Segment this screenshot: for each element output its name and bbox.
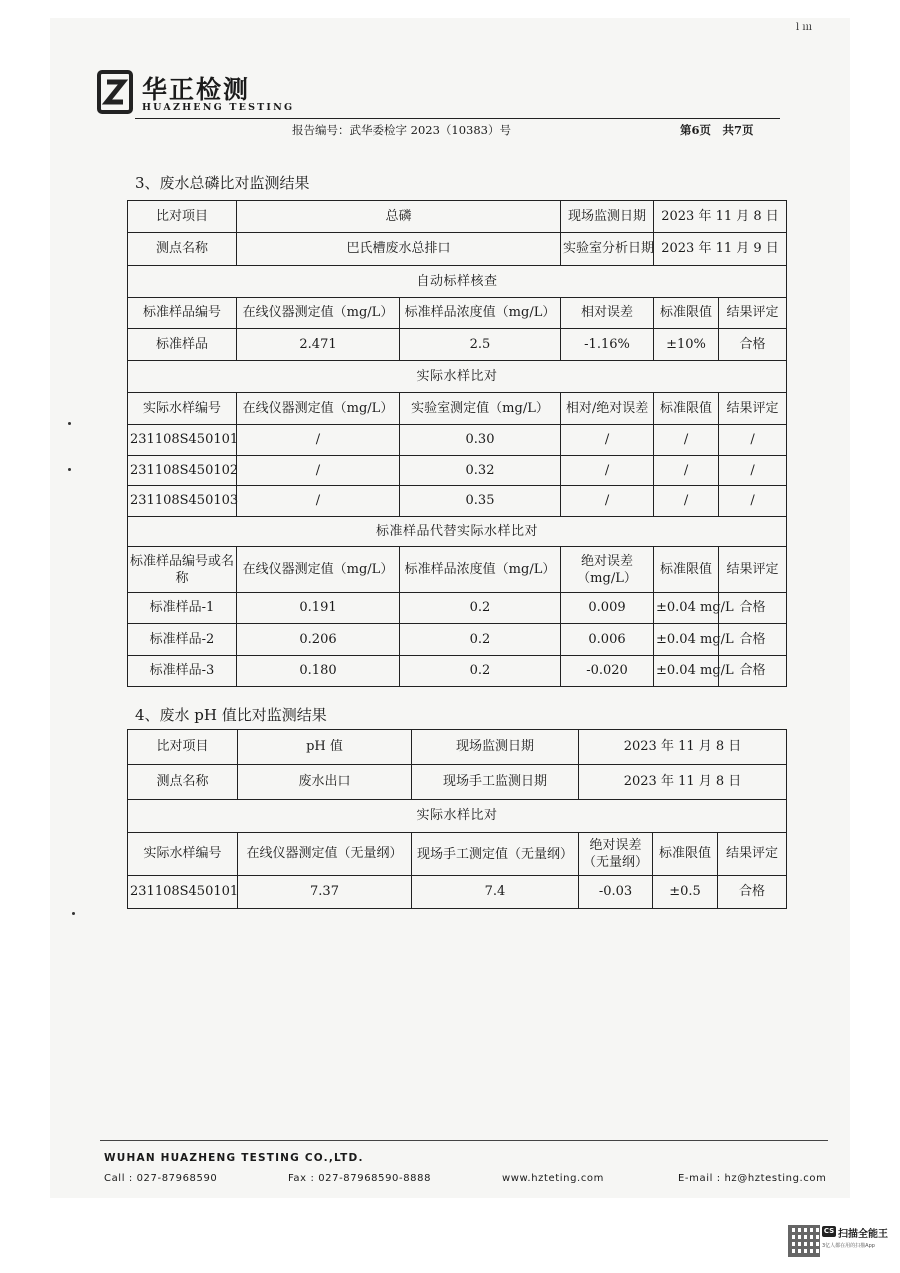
info-value: 2023 年 11 月 8 日: [579, 730, 787, 765]
info-value: 2023 年 11 月 8 日: [654, 201, 787, 233]
info-value: 2023 年 11 月 9 日: [654, 233, 787, 266]
info-label: 测点名称: [128, 233, 237, 266]
table-cell: 7.4: [412, 876, 579, 909]
table-cell: 0.009: [561, 593, 654, 624]
scan-speck: [68, 422, 71, 425]
column-header: 结果评定: [719, 298, 787, 329]
table-cell: 231108S450101: [128, 425, 237, 456]
info-label: 比对项目: [128, 201, 237, 233]
info-value: 废水出口: [238, 765, 412, 800]
page-number: 第6页 共7页: [680, 123, 754, 137]
info-value: 巴氏槽废水总排口: [237, 233, 561, 266]
footer-divider: [100, 1140, 828, 1141]
table-cell: /: [561, 456, 654, 486]
info-label: 测点名称: [128, 765, 238, 800]
table-cell: /: [719, 425, 787, 456]
table-cell: ±10%: [654, 329, 719, 361]
column-header: 在线仪器测定值（无量纲）: [238, 833, 412, 876]
table-cell: /: [719, 456, 787, 486]
column-header: 相对/绝对误差: [561, 393, 654, 425]
column-header: 在线仪器测定值（mg/L）: [237, 393, 400, 425]
subsection-title: 实际水样比对: [128, 800, 787, 833]
table-cell: 合格: [719, 656, 787, 687]
column-header: 标准样品编号或名称: [128, 547, 237, 593]
table-cell: /: [237, 425, 400, 456]
scan-speck: [72, 912, 75, 915]
column-header: 标准限值: [654, 547, 719, 593]
huazheng-logo-icon: [97, 70, 133, 114]
report-number: 报告编号：武华委检字 2023（10383）号: [292, 123, 512, 137]
column-header: 实验室测定值（mg/L）: [400, 393, 561, 425]
table-cell: 0.35: [400, 486, 561, 517]
column-header: 在线仪器测定值（mg/L）: [237, 298, 400, 329]
brand-name-en: HUAZHENG TESTING: [142, 102, 295, 113]
column-header: 标准样品浓度值（mg/L）: [400, 298, 561, 329]
info-label: 实验室分析日期: [561, 233, 654, 266]
section4-title: 4、废水 pH 值比对监测结果: [135, 706, 327, 724]
subsection-title: 标准样品代替实际水样比对: [128, 517, 787, 547]
footer-company: WUHAN HUAZHENG TESTING CO.,LTD.: [104, 1152, 364, 1164]
table-cell: 合格: [719, 329, 787, 361]
table-cell: /: [561, 486, 654, 517]
info-value: pH 值: [238, 730, 412, 765]
table-cell: /: [654, 425, 719, 456]
table-cell: 0.180: [237, 656, 400, 687]
table-cell: /: [237, 456, 400, 486]
column-header: 结果评定: [719, 393, 787, 425]
column-header: 相对误差: [561, 298, 654, 329]
info-label: 现场手工监测日期: [412, 765, 579, 800]
column-header: 实际水样编号: [128, 833, 238, 876]
footer-website: www.hzteting.com: [502, 1173, 604, 1184]
header-divider: [135, 118, 780, 119]
table-cell: /: [654, 486, 719, 517]
section3-title: 3、废水总磷比对监测结果: [135, 174, 310, 192]
column-header: 实际水样编号: [128, 393, 237, 425]
column-header: 标准样品浓度值（mg/L）: [400, 547, 561, 593]
info-label: 现场监测日期: [561, 201, 654, 233]
table-cell: 0.191: [237, 593, 400, 624]
table-cell: /: [719, 486, 787, 517]
table-cell: ±0.5: [653, 876, 718, 909]
table-cell: /: [237, 486, 400, 517]
table-cell: 0.32: [400, 456, 561, 486]
table-cell: 合格: [718, 876, 787, 909]
info-value: 总磷: [237, 201, 561, 233]
scanner-app-name: 扫描全能王: [838, 1229, 888, 1240]
table-cell: 标准样品-2: [128, 624, 237, 656]
table-cell: 231108S450103: [128, 486, 237, 517]
table-cell: 2.5: [400, 329, 561, 361]
table-cell: 0.2: [400, 624, 561, 656]
table-cell: 231108S450101: [128, 876, 238, 909]
table-cell: 0.2: [400, 656, 561, 687]
table-cell: 0.2: [400, 593, 561, 624]
table-cell: 标准样品-1: [128, 593, 237, 624]
table-cell: -1.16%: [561, 329, 654, 361]
table-cell: 标准样品-3: [128, 656, 237, 687]
table-cell: 0.30: [400, 425, 561, 456]
table-cell: /: [561, 425, 654, 456]
info-label: 现场监测日期: [412, 730, 579, 765]
scanner-app-tagline: 3亿人都在用的扫描App: [822, 1243, 875, 1249]
footer-email: E-mail : hz@hztesting.com: [678, 1173, 827, 1184]
section3-table: [127, 200, 787, 687]
column-header: 绝对误差（mg/L）: [561, 547, 654, 593]
table-cell: ±0.04 mg/L: [654, 624, 719, 656]
column-header: 标准限值: [654, 298, 719, 329]
camscanner-icon: CS: [823, 1227, 835, 1235]
info-label: 比对项目: [128, 730, 238, 765]
column-header: 结果评定: [719, 547, 787, 593]
column-header: 结果评定: [718, 833, 787, 876]
section4-table: [127, 729, 787, 909]
table-cell: 合格: [719, 624, 787, 656]
corner-mark: l ııı: [796, 22, 812, 33]
column-header: 绝对误差（无量纲）: [579, 833, 653, 876]
table-cell: ±0.04 mg/L: [654, 656, 719, 687]
table-cell: 231108S450102: [128, 456, 237, 486]
brand-name-cn: 华正检测: [142, 75, 251, 104]
table-cell: 2.471: [237, 329, 400, 361]
table-cell: 标准样品: [128, 329, 237, 361]
info-value: 2023 年 11 月 8 日: [579, 765, 787, 800]
subsection-title: 实际水样比对: [128, 361, 787, 393]
column-header: 标准样品编号: [128, 298, 237, 329]
column-header: 现场手工测定值（无量纲）: [412, 833, 579, 876]
column-header: 在线仪器测定值（mg/L）: [237, 547, 400, 593]
table-cell: -0.020: [561, 656, 654, 687]
table-cell: 0.206: [237, 624, 400, 656]
column-header: 标准限值: [654, 393, 719, 425]
footer-fax: Fax : 027-87968590-8888: [288, 1173, 432, 1184]
table-cell: 合格: [719, 593, 787, 624]
subsection-title: 自动标样核查: [128, 266, 787, 298]
table-cell: /: [654, 456, 719, 486]
qr-code-icon: [788, 1225, 820, 1257]
scan-speck: [68, 468, 71, 471]
column-header: 标准限值: [653, 833, 718, 876]
table-cell: 0.006: [561, 624, 654, 656]
table-cell: -0.03: [579, 876, 653, 909]
table-cell: ±0.04 mg/L: [654, 593, 719, 624]
footer-call: Call : 027-87968590: [104, 1173, 218, 1184]
table-cell: 7.37: [238, 876, 412, 909]
